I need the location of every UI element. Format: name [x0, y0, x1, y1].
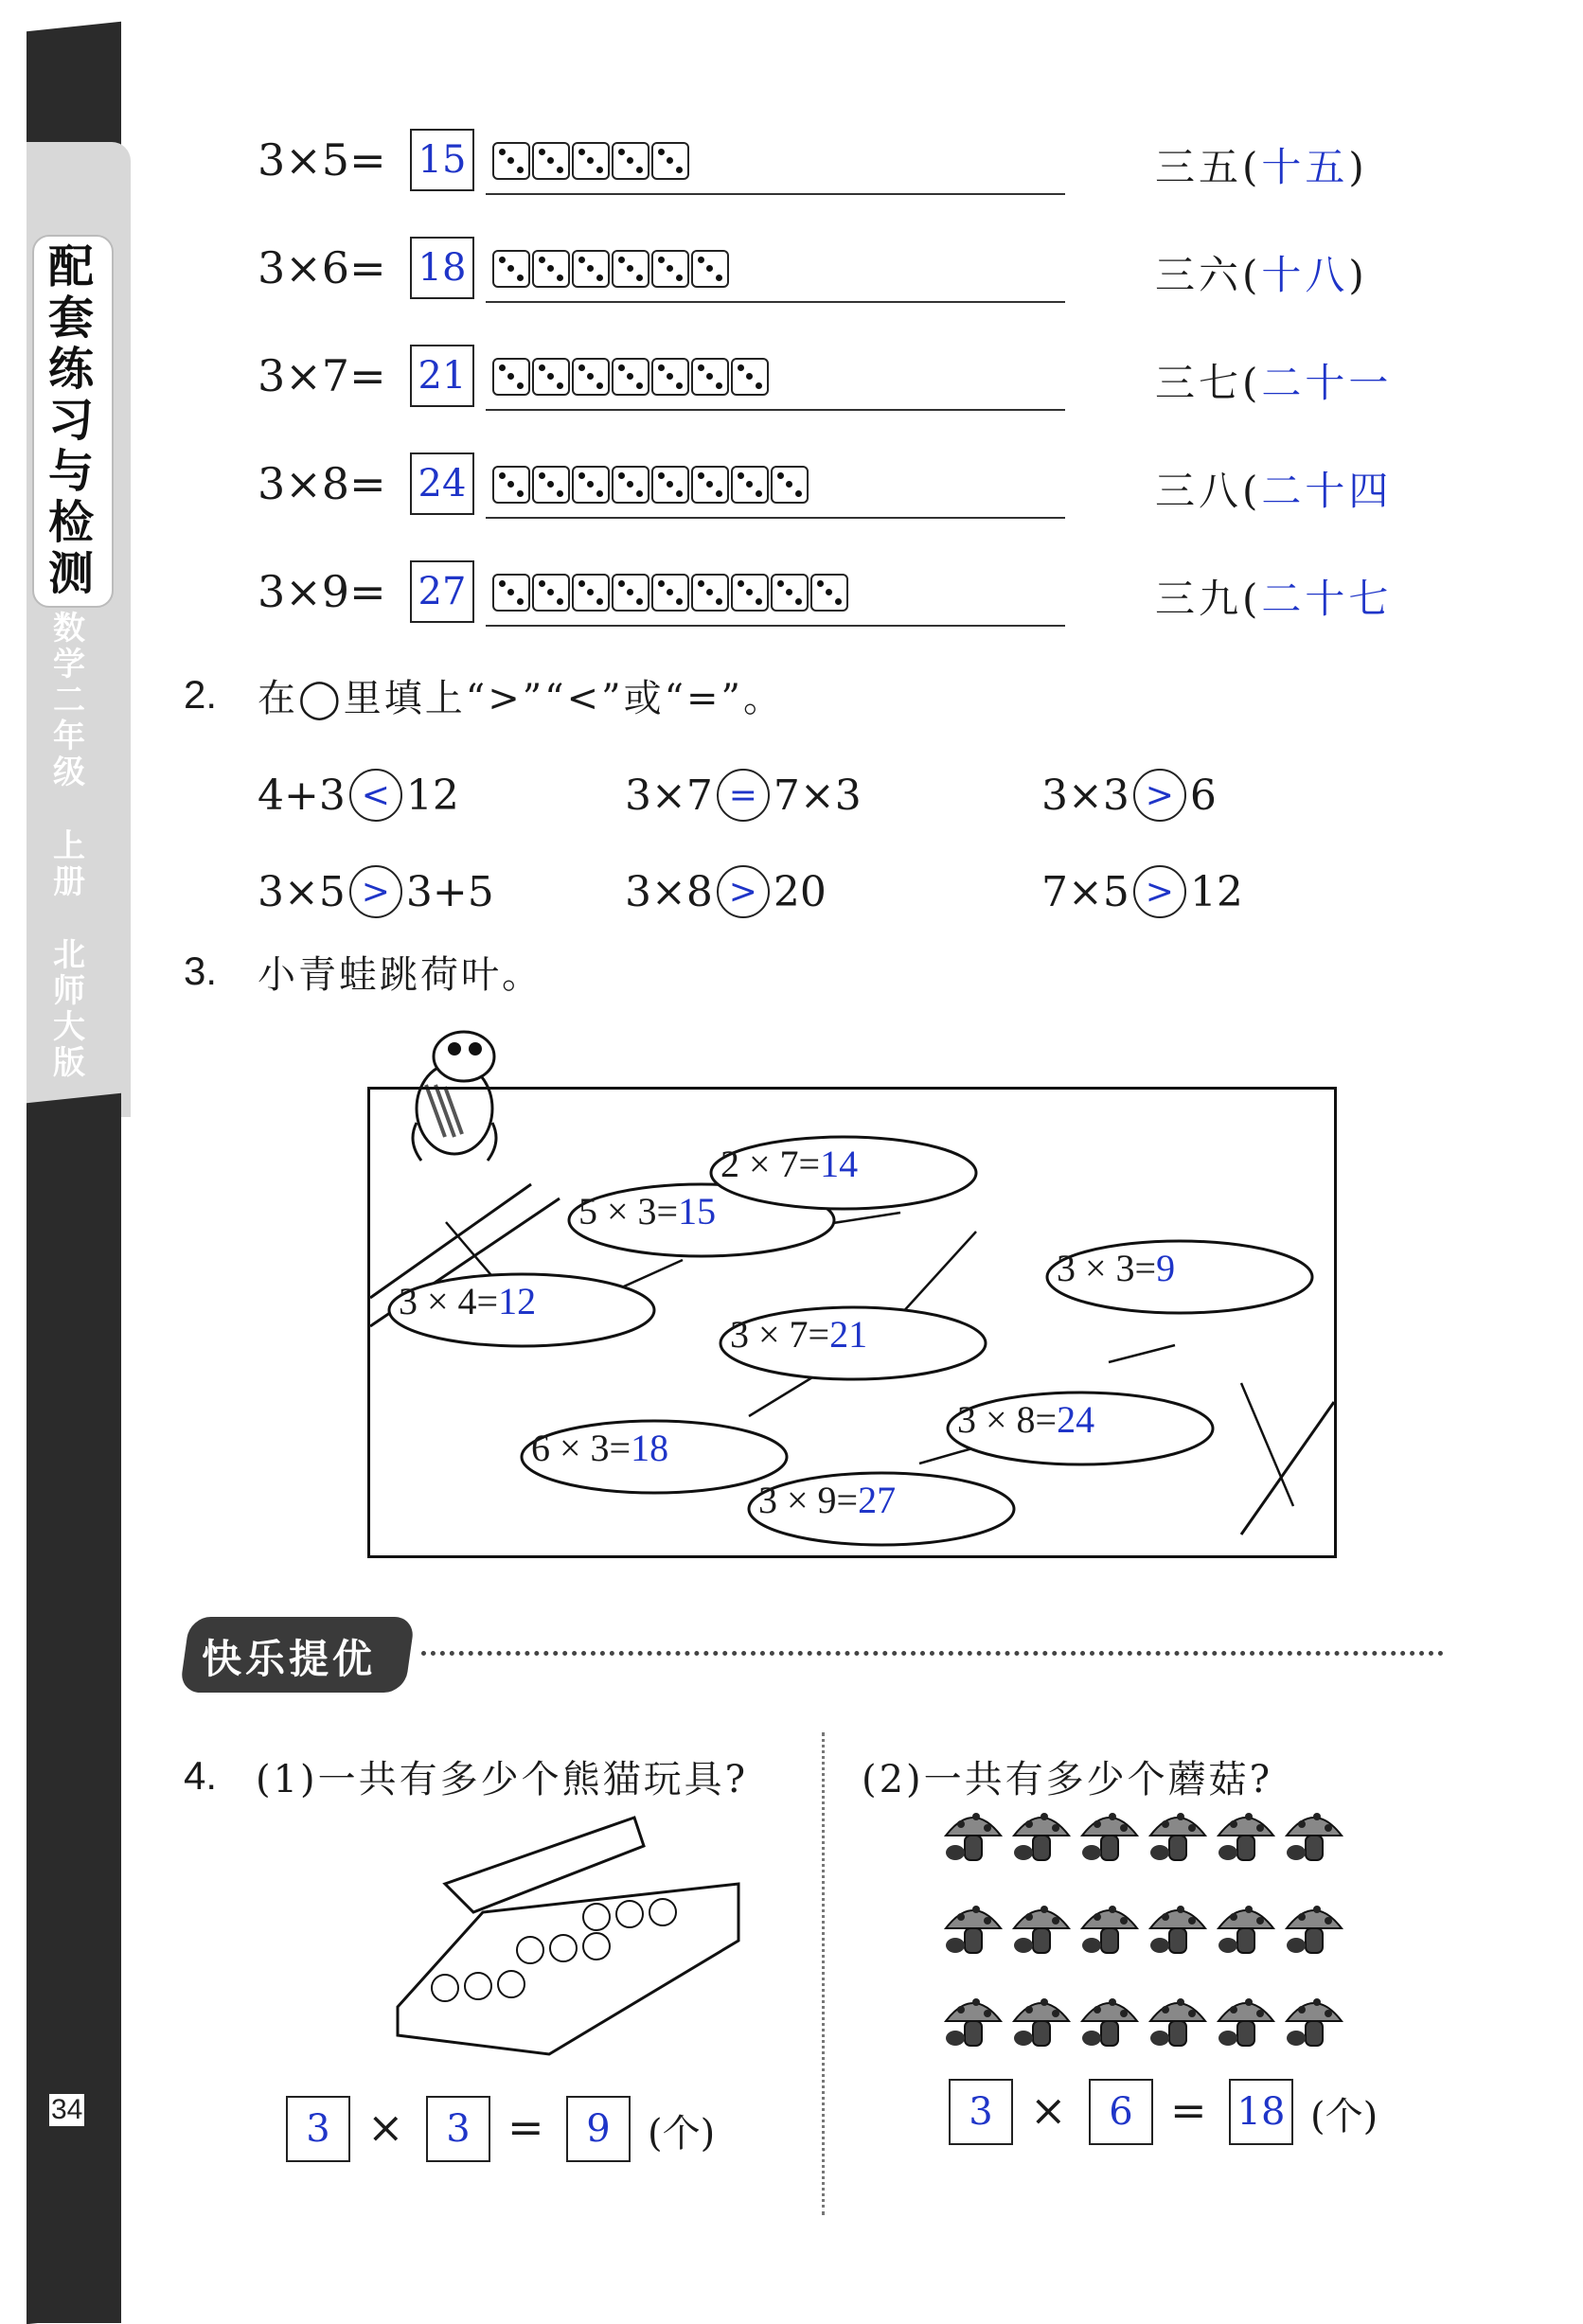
comparison-left: 3×5	[258, 867, 346, 916]
die-three	[572, 466, 610, 504]
mushroom-icon	[1215, 1803, 1277, 1870]
rhyme-answer[interactable]: 二十一	[1261, 360, 1393, 406]
lily-pad-expression: 3 × 7=	[730, 1313, 830, 1356]
comparison-left: 7×5	[1041, 867, 1129, 916]
die-three	[612, 358, 649, 396]
die-three	[572, 574, 610, 612]
row-equation: 3×5=	[258, 134, 386, 186]
die-three	[810, 574, 848, 612]
row-chinese-rhyme	[1155, 244, 1368, 301]
lily-pad-answer[interactable]: 24	[1057, 1398, 1095, 1441]
mushroom-icon	[1078, 1989, 1141, 2055]
unit-label: (个)	[1310, 2095, 1378, 2138]
row-underline	[486, 517, 1065, 519]
row-equation: 3×7=	[258, 350, 386, 401]
mushroom-icon	[942, 1989, 1005, 2055]
row-answer-box[interactable]: 27	[410, 560, 474, 623]
panda-toy-box-illustration	[388, 1808, 748, 2064]
spine-publisher: 北师大版	[53, 936, 85, 1082]
operator-symbol: ×	[1030, 2085, 1067, 2136]
mushroom-icon	[1147, 1803, 1209, 1870]
comparison-answer-circle[interactable]: >	[1133, 865, 1186, 918]
comparison-right: 7×3	[773, 771, 862, 820]
answer-box[interactable]: 3	[949, 2079, 1013, 2145]
rhyme-answer[interactable]: 十八	[1261, 252, 1349, 298]
mushroom-icon	[1010, 1896, 1073, 1962]
lily-pad	[758, 1478, 896, 1522]
lily-pad-answer[interactable]: 12	[498, 1280, 537, 1322]
die-three	[532, 466, 570, 504]
rhyme-prefix: 三九(	[1155, 576, 1262, 622]
comparison-right: 12	[405, 771, 459, 820]
row-chinese-rhyme	[1155, 136, 1368, 193]
comparison-item	[1041, 769, 1217, 822]
lily-pad-expression: 2 × 7=	[720, 1143, 821, 1185]
lily-pad	[531, 1426, 668, 1470]
answer-box[interactable]: 3	[426, 2096, 490, 2162]
die-three	[691, 574, 729, 612]
mushroom-icon	[1147, 1896, 1209, 1962]
mushroom-icon	[1283, 1896, 1345, 1962]
row-answer-box[interactable]: 24	[410, 452, 474, 515]
die-three	[532, 574, 570, 612]
die-three	[651, 142, 689, 180]
lily-pad-expression: 3 × 3=	[1057, 1247, 1157, 1289]
q4-part1-label: (1)一共有多少个熊猫玩具?	[256, 1758, 749, 1801]
lily-pad-answer[interactable]: 15	[678, 1190, 717, 1233]
spine-top-band	[27, 22, 121, 155]
lily-pad	[399, 1279, 536, 1323]
comparison-item	[1041, 865, 1243, 918]
dice-row	[492, 574, 848, 612]
comparison-answer-circle[interactable]: =	[717, 769, 770, 822]
die-three	[532, 250, 570, 288]
comparison-left: 3×8	[625, 867, 713, 916]
dice-row	[492, 358, 769, 396]
die-three	[691, 358, 729, 396]
unit-label: (个)	[648, 2112, 716, 2155]
comparison-left: 3×7	[625, 771, 713, 820]
lily-pad	[1057, 1246, 1175, 1290]
spine-volume: 上册	[53, 827, 85, 901]
rhyme-prefix: 三八(	[1155, 468, 1262, 514]
row-answer-box[interactable]: 18	[410, 237, 474, 299]
lily-pad-answer[interactable]: 18	[631, 1427, 669, 1469]
rhyme-prefix: 三五(	[1155, 144, 1262, 190]
lily-pad	[957, 1397, 1094, 1442]
mushroom-icon	[1078, 1896, 1141, 1962]
lily-pad-expression: 3 × 4=	[399, 1280, 499, 1322]
section-badge-label: 快乐提优	[202, 1636, 377, 1682]
lily-pad	[730, 1312, 867, 1357]
die-three	[492, 358, 530, 396]
rhyme-close: )	[1348, 252, 1368, 298]
comparison-right: 20	[773, 867, 827, 916]
die-three	[612, 574, 649, 612]
dice-row	[492, 466, 809, 504]
die-three	[492, 250, 530, 288]
rhyme-answer[interactable]: 十五	[1261, 144, 1349, 190]
mushroom-icon	[942, 1896, 1005, 1962]
rhyme-close: )	[1348, 144, 1368, 190]
comparison-right: 12	[1189, 867, 1243, 916]
die-three	[572, 142, 610, 180]
page-number: 34	[51, 2094, 83, 2125]
lily-pad-answer[interactable]: 27	[858, 1479, 897, 1521]
row-chinese-rhyme	[1155, 352, 1392, 409]
dice-row	[492, 250, 729, 288]
comparison-answer-circle[interactable]: >	[1133, 769, 1186, 822]
lily-pad-answer[interactable]: 21	[829, 1313, 868, 1356]
row-underline	[486, 301, 1065, 303]
row-underline	[486, 625, 1065, 627]
mushroom-icon	[1215, 1896, 1277, 1962]
dice-row	[492, 142, 689, 180]
die-three	[651, 466, 689, 504]
die-three	[651, 358, 689, 396]
die-three	[612, 142, 649, 180]
mushroom-icon	[1283, 1989, 1345, 2055]
spine-title: 配套练习与检测	[47, 240, 94, 600]
lily-pad-expression: 3 × 9=	[758, 1479, 859, 1521]
operator-symbol: =	[507, 2102, 544, 2153]
answer-box[interactable]: 6	[1089, 2079, 1153, 2145]
answer-box[interactable]: 9	[566, 2096, 631, 2162]
comparison-answer-circle[interactable]: >	[349, 865, 402, 918]
comparison-left: 4+3	[258, 771, 346, 820]
lily-pad-expression: 6 × 3=	[531, 1427, 631, 1469]
q2-instruction: 在◯里填上“>”“<”或“=”。	[258, 677, 785, 720]
row-underline	[486, 409, 1065, 411]
rhyme-answer[interactable]: 二十七	[1261, 576, 1393, 622]
rhyme-answer[interactable]: 二十四	[1261, 468, 1393, 514]
q3-instruction: 小青蛙跳荷叶。	[258, 953, 542, 997]
rhyme-prefix: 三七(	[1155, 360, 1262, 406]
mushroom-icon	[1010, 1803, 1073, 1870]
spine-subject: 数学二年级	[53, 610, 85, 791]
die-three	[612, 466, 649, 504]
row-equation: 3×8=	[258, 458, 386, 509]
answer-box[interactable]: 3	[286, 2096, 350, 2162]
die-three	[771, 466, 809, 504]
die-three	[492, 574, 530, 612]
mushroom-icon	[1215, 1989, 1277, 2055]
die-three	[572, 358, 610, 396]
comparison-item	[258, 865, 494, 918]
lily-pad-expression: 5 × 3=	[578, 1190, 679, 1233]
comparison-answer-circle[interactable]: >	[717, 865, 770, 918]
die-three	[731, 466, 769, 504]
lily-pad-answer[interactable]: 14	[820, 1143, 859, 1185]
row-equation: 3×9=	[258, 566, 386, 617]
die-three	[771, 574, 809, 612]
q3-number: 3.	[184, 949, 218, 993]
row-equation: 3×6=	[258, 242, 386, 293]
operator-symbol: =	[1170, 2085, 1207, 2136]
column-divider	[822, 1732, 825, 2215]
die-three	[492, 466, 530, 504]
die-three	[731, 358, 769, 396]
row-chinese-rhyme	[1155, 568, 1392, 625]
answer-box[interactable]: 18	[1229, 2079, 1293, 2145]
mushroom-icon	[1147, 1989, 1209, 2055]
row-answer-box[interactable]: 15	[410, 129, 474, 191]
q4-part2-label: (2)一共有多少个蘑菇?	[862, 1758, 1273, 1801]
section-dotted-rule	[421, 1651, 1444, 1656]
comparison-item	[258, 769, 459, 822]
die-three	[651, 574, 689, 612]
die-three	[532, 358, 570, 396]
comparison-right: 6	[1189, 771, 1217, 820]
mushroom-icon	[1283, 1803, 1345, 1870]
lily-pad-answer[interactable]: 9	[1156, 1247, 1176, 1289]
comparison-item	[625, 769, 862, 822]
comparison-answer-circle[interactable]: <	[349, 769, 402, 822]
mushroom-icon	[1078, 1803, 1141, 1870]
die-three	[492, 142, 530, 180]
row-underline	[486, 193, 1065, 195]
lily-pond-diagram	[367, 1087, 1337, 1558]
die-three	[572, 250, 610, 288]
mushroom-icon	[1010, 1989, 1073, 2055]
die-three	[691, 250, 729, 288]
die-three	[691, 466, 729, 504]
comparison-right: 3+5	[405, 867, 494, 916]
lily-pad	[578, 1189, 716, 1233]
die-three	[612, 250, 649, 288]
comparison-left: 3×3	[1041, 771, 1129, 820]
lily-pad	[720, 1142, 858, 1186]
q4-number: 4.	[184, 1753, 218, 1798]
lily-pad-expression: 3 × 8=	[957, 1398, 1058, 1441]
die-three	[731, 574, 769, 612]
die-three	[651, 250, 689, 288]
row-answer-box[interactable]: 21	[410, 345, 474, 407]
die-three	[532, 142, 570, 180]
q2-number: 2.	[184, 672, 218, 717]
mushroom-icon	[942, 1803, 1005, 1870]
row-chinese-rhyme	[1155, 460, 1392, 517]
comparison-item	[625, 865, 827, 918]
operator-symbol: ×	[367, 2102, 404, 2153]
rhyme-prefix: 三六(	[1155, 252, 1262, 298]
